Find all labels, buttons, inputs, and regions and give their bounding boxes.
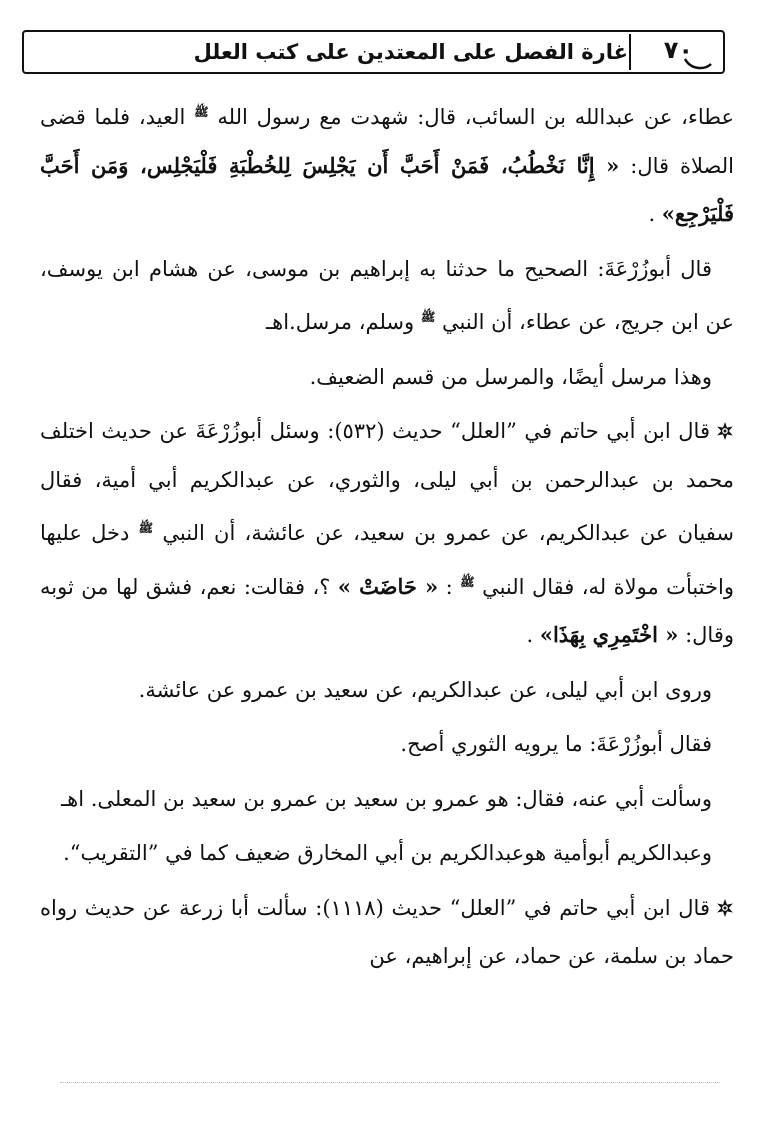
honorific-ligature: ﷺ xyxy=(138,521,154,535)
text-run: وسلم، مرسل.اهـ xyxy=(265,310,421,334)
text-run: دخل عليها واختبأت مولاة له، فقال النبي xyxy=(40,521,734,599)
hadith-quote: « اخْتَمِرِي بِهَذَا» xyxy=(539,622,679,647)
section-star-icon xyxy=(716,409,734,427)
paragraph-p6 xyxy=(40,720,734,769)
body-text xyxy=(40,88,734,981)
text-run: قال ابن أبي حاتم في ”العلل“ حديث (١١١٨): سألت أبا زرعة عن حديث رواه حماد بن سلمة، عن حماد، عن إبراهيم، عن xyxy=(40,895,734,968)
paragraph-p3 xyxy=(40,353,734,402)
honorific-ligature: ﷺ xyxy=(194,105,209,119)
paragraph-p9 xyxy=(40,884,734,981)
page-number: ٧٠ xyxy=(663,36,693,64)
text-run: وسألت أبي عنه، فقال: هو عمرو بن سعيد بن عمرو بن سعيد بن المعلى. اهـ xyxy=(61,786,712,811)
text-run: قال ابن أبي حاتم في ”العلل“ حديث (٥٣٢): وسئل أبوزُرْعَةَ عن حديث اختلف محمد بن عبدالرحمن بن أبي ليلى، والثوري، عن عبدالكريم أبي أمية، فقال سفيان عن عبدالكريم، عن عمرو بن سعيد، عن عائشة، أن النبي xyxy=(40,419,734,545)
text-run: وعبدالكريم أبوأمية هوعبدالكريم بن أبي المخارق ضعيف كما في ”التقريب“. xyxy=(63,841,712,865)
footer-rule xyxy=(60,1082,720,1083)
text-run: وروى ابن أبي ليلى، عن عبدالكريم، عن سعيد بن عمرو عن عائشة. xyxy=(138,677,712,702)
paragraph-p4 xyxy=(40,407,734,660)
page-number-box xyxy=(629,34,717,70)
hadith-quote: « إِنَّا نَخْطُبُ، فَمَنْ أَحَبَّ أَن يَجْلِسَ لِلخُطْبَةِ فَلْيَجْلِس، وَمَن أَحَبَّ فَلْيَرْجِع» xyxy=(40,152,734,226)
paragraph-p2 xyxy=(40,245,734,347)
page-header xyxy=(22,30,725,74)
ornament-swoosh-icon xyxy=(683,56,713,70)
hadith-quote: « حَاضَتْ » xyxy=(337,573,439,599)
text-run: العيد، فلما قضى الصلاة قال: xyxy=(40,105,735,178)
text-run: : xyxy=(438,574,461,599)
paragraph-p1 xyxy=(40,88,734,239)
text-run: عطاء، عن عبدالله بن السائب، قال: شهدت مع رسول الله xyxy=(208,105,734,129)
text-run: قال أبوزُرْعَةَ: الصحيح ما حدثنا به إبراهيم بن موسى، عن هشام ابن يوسف، عن ابن جريج، عن عطاء، أن النبي xyxy=(40,256,734,334)
paragraph-p8 xyxy=(40,829,734,878)
text-run: فقال أبوزُرْعَةَ: ما يرويه الثوري أصح. xyxy=(400,732,712,756)
running-title: غارة الفصل على المعتدين على كتب العلل xyxy=(193,40,628,64)
honorific-ligature: ﷺ xyxy=(420,310,436,324)
text-run: . xyxy=(648,202,662,226)
text-run: ؟، فقالت: نعم، فشق لها من ثوبه وقال: xyxy=(40,574,734,647)
paragraph-p5 xyxy=(40,666,734,715)
section-star-icon xyxy=(716,886,734,904)
text-run: وهذا مرسل أيضًا، والمرسل من قسم الضعيف. xyxy=(309,364,712,389)
paragraph-p7 xyxy=(40,775,734,824)
honorific-ligature: ﷺ xyxy=(460,574,475,589)
text-run: . xyxy=(526,623,540,647)
